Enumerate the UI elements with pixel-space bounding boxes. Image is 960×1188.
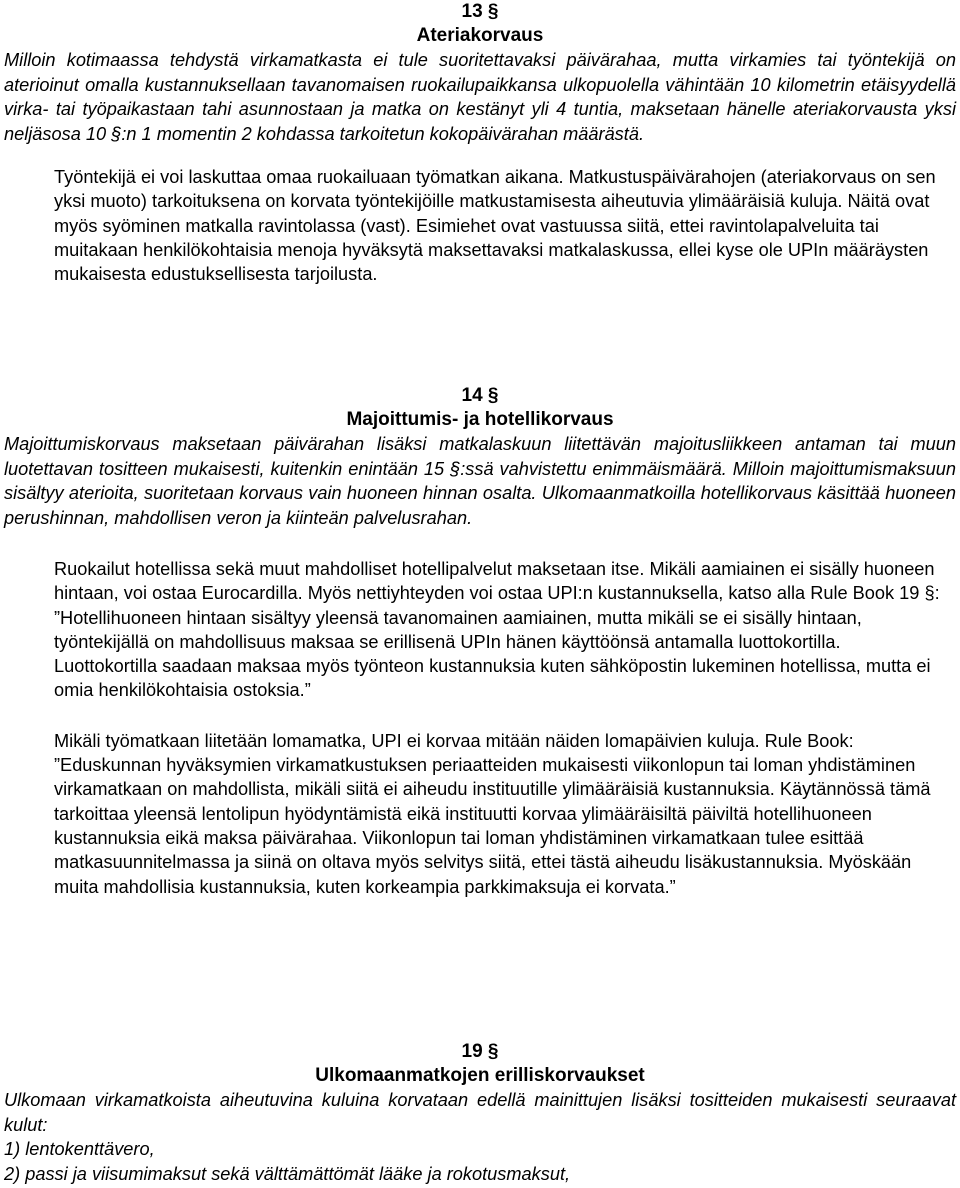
section-sign-icon: §: [487, 385, 499, 406]
section-14-paragraph-1: [54, 557, 942, 703]
section-19-number: [0, 1040, 960, 1064]
section-13-paragraph-text: Työntekijä ei voi laskuttaa omaa ruokailuaan työmatkan aikana. Matkustuspäivärahojen (ateriakorvaus on sen yksi muoto) tarkoituksena on korvata työntekijöille matkustamisesta aiheutuvia ylimääräisiä kuluja. Näitä ovat myös syöminen matkalla ravintolassa (vast). Esimiehet ovat vastuussa siitä, ettei ravintolapalveluita tai muitakaan henkilökohtaisia menoja hyväksytä maksettavaksi matkalaskussa, ellei kyse ole UPIn määräysten mukaisesta edustuksellisesta tarjoilusta.: [54, 167, 936, 285]
list-item: 2) passi ja viisumimaksut sekä välttämättömät lääke ja rokotusmaksut,: [4, 1163, 571, 1184]
section-14-paragraph-2: [54, 729, 942, 899]
section-sign-icon: §: [487, 1, 499, 22]
section-sign-icon: §: [487, 1041, 499, 1062]
section-14: [0, 384, 960, 899]
section-14-intro-text: Majoittumiskorvaus maksetaan päivärahan lisäksi matkalaskuun liitettävän majoitusliikkeen antaman tai muun luotettavan tositteen mukaisesti, kuitenkin enintään 15 §:ssä vahvistettu enimmäismäärä. Milloin majoittumismaksuun sisältyy aterioita, suoritetaan korvaus vain huoneen hinnan osalta. Ulkomaanmatkoilla hotellikorvaus käsittää huoneen perushinnan, mahdollisen veron ja kiinteän palvelusrahan.: [4, 434, 956, 528]
section-sign-icon: §: [924, 583, 935, 604]
section-19-title: Ulkomaanmatkojen erilliskorvaukset: [315, 1065, 645, 1086]
section-14-number: [0, 384, 960, 408]
section-14-title: Majoittumis- ja hotellikorvaus: [346, 409, 614, 430]
list-item: 1) lentokenttävero,: [4, 1139, 155, 1159]
section-number-text: 19: [461, 1041, 483, 1062]
section-14-intro: [4, 432, 956, 530]
section-13-paragraph: [54, 165, 942, 286]
section-sign-icon: §: [111, 123, 122, 144]
section-14-paragraph-2-text: Mikäli työmatkaan liitetään lomamatka, UPI ei korvaa mitään näiden lomapäivien kuluja. Rule Book: ”Eduskunnan hyväksymien virkamatkustuksen periaatteiden mukaisesti viikonlopun tai loman yhdistäminen virkamatkaan on mahdollista, mikäli siitä ei aiheudu instituutille ylimääräisiä kustannuksia. Käytännössä tämä tarkoittaa yleensä lentolipun hyödyntämistä eikä instituutti korvaa ylimääräisiltä päiviltä hotellihuoneen kustannuksia eikä maksa päivärahaa. Viikonlopun tai loman yhdistäminen virkamatkaan tulee esittää matkasuunnitelmassa ja siinä on oltava myös selvitys siitä, ettei tästä aiheudu lisäkustannuksia. Myöskään muita mahdollisia kustannuksia, kuten korkeampia parkkimaksuja ei korvata.”: [54, 730, 931, 897]
section-19: [0, 1040, 960, 1186]
section-13-intro-text: Milloin kotimaassa tehdystä virkamatkasta ei tule suoritettavaksi päivärahaa, mutta virkamies tai työntekijä on aterioinut omalla kustannuksellaan tavanomaisen ruokailupaikkansa ulkopuolella vähintään 10 kilometrin etäisyydellä virka- tai työpaikastaan tahi asunnostaan ja matka on kestänyt yli 4 tuntia, maksetaan hänelle ateriakorvausta yksi neljäsosa 10 §:n 1 momentin 2 kohdassa tarkoitetun kokopäivärahan määrästä.: [4, 50, 956, 144]
section-13-intro: [4, 48, 956, 146]
section-number-text: 13: [461, 1, 483, 22]
section-19-intro-text: Ulkomaan virkamatkoista aiheutuvina kuluina korvataan edellä mainittujen lisäksi tositteiden mukaisesti seuraavat kulut:: [4, 1090, 956, 1135]
section-13: [0, 0, 960, 286]
section-number-text: 14: [461, 385, 483, 406]
section-sign-icon: §: [450, 458, 461, 479]
section-19-intro: [4, 1088, 956, 1186]
section-13-number: [0, 0, 960, 24]
section-14-paragraph-1-text: Ruokailut hotellissa sekä muut mahdolliset hotellipalvelut maksetaan itse. Mikäli aamiainen ei sisälly huoneen hintaan, voi ostaa Eurocardilla. Myös nettiyhteyden voi ostaa UPI:n kustannuksella, katso alla Rule Book 19 §: ”Hotellihuoneen hintaan sisältyy yleensä tavanomainen aamiainen, mutta mikäli se ei sisälly hintaan, työntekijällä on mahdollisuus maksaa se erillisenä UPIn hänen käyttöönsä antamalla luottokortilla. Luottokortilla saadaan maksaa myös työnteon kustannuksia kuten sähköpostin lukeminen hotellissa, mutta ei omia henkilökohtaisia ostoksia.”: [54, 559, 940, 701]
section-13-title: Ateriakorvaus: [416, 25, 544, 46]
